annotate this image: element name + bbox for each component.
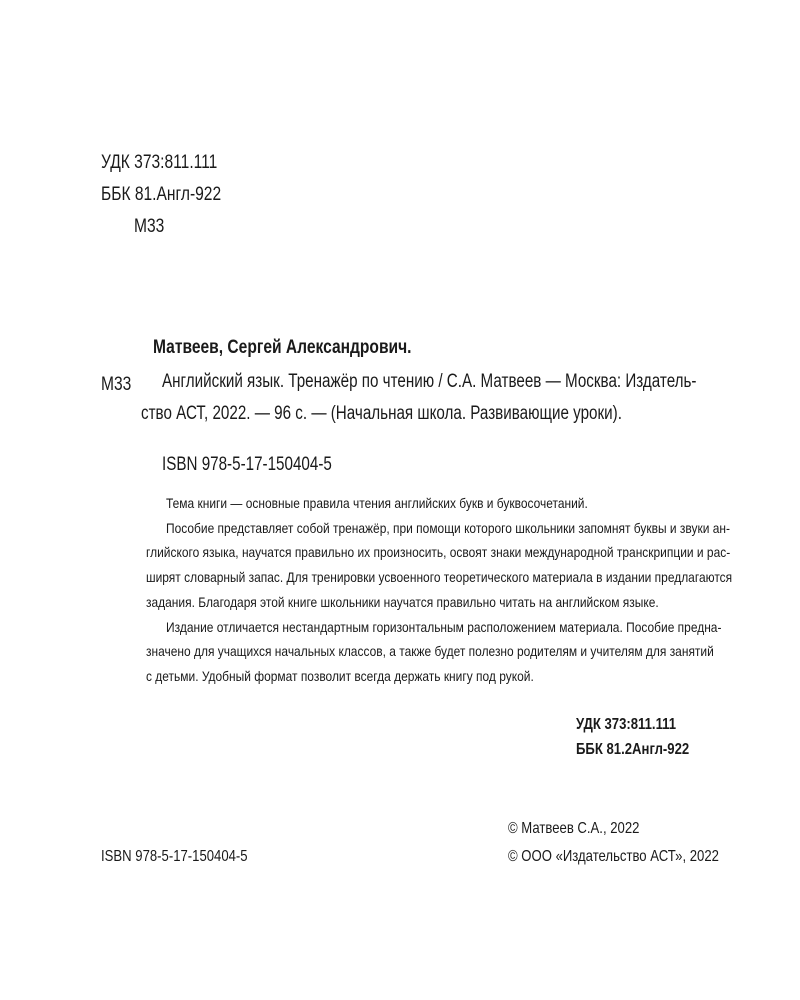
annotation-line: Тема книги — основные правила чтения английских букв и буквосочетаний. [166, 495, 588, 511]
author-mark: М33 [134, 216, 165, 237]
annotation-line: глийского языка, научатся правильно их произносить, освоят знаки международной транскрипции и рас- [146, 544, 731, 560]
bbk-code-bottom: ББК 81.2Англ-922 [576, 741, 690, 758]
copyright-publisher: © ООО «Издательство АСТ», 2022 [508, 848, 719, 865]
copyright-author: © Матвеев С.А., 2022 [508, 820, 640, 837]
annotation-line: Пособие представляет собой тренажёр, при помощи которого школьники запомнят буквы и звуки ан- [166, 520, 730, 536]
annotation-line: значено для учащихся начальных классов, а также будет полезно родителям и учителям для занятий [146, 643, 714, 659]
annotation-line: задания. Благодаря этой книге школьники научатся правильно читать на английском языке. [146, 594, 659, 610]
record-description-line: ство АСТ, 2022. — 96 с. — (Начальная школа. Развивающие уроки). [141, 403, 622, 424]
bbk-code: ББК 81.Англ-922 [101, 184, 222, 205]
record-isbn: ISBN 978-5-17-150404-5 [162, 454, 332, 475]
annotation-line: с детьми. Удобный формат позволит всегда держать книгу под рукой. [146, 668, 534, 684]
annotation-line: Издание отличается нестандартным горизонтальным расположением материала. Пособие предна- [166, 619, 722, 635]
udk-code-bottom: УДК 373:811.111 [576, 716, 677, 733]
footer-isbn: ISBN 978-5-17-150404-5 [101, 848, 248, 865]
record-author-mark: М33 [101, 374, 132, 395]
record-author: Матвеев, Сергей Александрович. [153, 337, 412, 358]
udk-code: УДК 373:811.111 [101, 152, 218, 173]
record-description-line: Английский язык. Тренажёр по чтению / С.А. Матвеев — Москва: Издатель- [162, 371, 697, 392]
annotation-line: ширят словарный запас. Для тренировки усвоенного теоретического материала в издании предлагаются [146, 569, 733, 585]
